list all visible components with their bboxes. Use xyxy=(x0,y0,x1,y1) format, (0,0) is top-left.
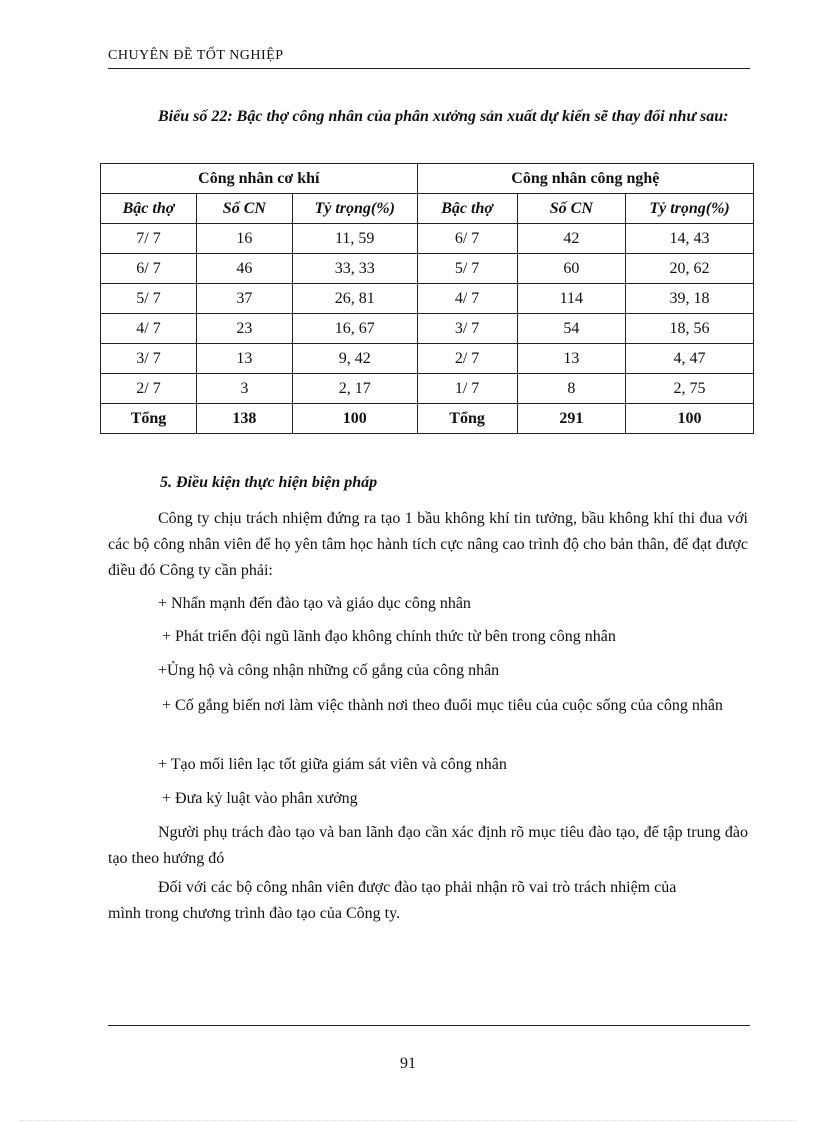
column-header: Tỷ trọng(%) xyxy=(626,194,754,224)
column-header: Bậc thợ xyxy=(417,194,517,224)
table-cell: 100 xyxy=(626,404,754,434)
table-cell: 3/ 7 xyxy=(101,344,197,374)
table-cell: 114 xyxy=(517,284,626,314)
bullet-item: + Đưa kỷ luật vào phân xưởng xyxy=(162,790,358,807)
table-cell: 5/ 7 xyxy=(417,254,517,284)
table-cell: 20, 62 xyxy=(626,254,754,284)
table-cell: Tổng xyxy=(101,404,197,434)
table-cell: 138 xyxy=(196,404,292,434)
column-header: Số CN xyxy=(196,194,292,224)
column-header: Tỷ trọng(%) xyxy=(292,194,417,224)
table-cell: 4/ 7 xyxy=(101,314,197,344)
table-cell: 16 xyxy=(196,224,292,254)
table-cell: 291 xyxy=(517,404,626,434)
table-row xyxy=(101,344,754,374)
column-header-row xyxy=(101,194,754,224)
table-cell: 7/ 7 xyxy=(101,224,197,254)
table-cell: 37 xyxy=(196,284,292,314)
section-title: 5. Điều kiện thực hiện biện pháp xyxy=(160,474,378,491)
table-cell: 42 xyxy=(517,224,626,254)
table-row xyxy=(101,284,754,314)
intro-paragraph: Công ty chịu trách nhiệm đứng ra tạo 1 bầu không khí tin tưởng, bầu không khí thi đua với các bộ công nhân viên để họ yên tâm học hành tích cực nâng cao trình độ cho bản thân, để đạt được điều đó Công ty cần phải: xyxy=(108,510,748,579)
table-row xyxy=(101,224,754,254)
table-cell: 2, 75 xyxy=(626,374,754,404)
table-cell: 14, 43 xyxy=(626,224,754,254)
table-cell: 2, 17 xyxy=(292,374,417,404)
column-header: Số CN xyxy=(517,194,626,224)
table-cell: 18, 56 xyxy=(626,314,754,344)
table-cell: 13 xyxy=(517,344,626,374)
group-header-technology: Công nhân công nghệ xyxy=(417,164,753,194)
table-cell: 23 xyxy=(196,314,292,344)
table-row xyxy=(101,314,754,344)
header-title: CHUYÊN ĐỀ TỐT NGHIỆP xyxy=(108,48,284,63)
bullet-item: + Tạo mối liên lạc tốt giữa giám sát viên và công nhân xyxy=(158,756,507,773)
bullet-item: + Cố gắng biến nơi làm việc thành nơi theo đuổi mục tiêu của cuộc sống của công nhân xyxy=(162,697,723,714)
table-cell: 100 xyxy=(292,404,417,434)
table-cell: 11, 59 xyxy=(292,224,417,254)
table-cell: 54 xyxy=(517,314,626,344)
paragraph: Đối với các bộ công nhân viên được đào tạo phải nhận rõ vai trò trách nhiệm của mình trong chương trình đào tạo của Công ty. xyxy=(108,879,677,922)
table-cell: 60 xyxy=(517,254,626,284)
table-cell: Tổng xyxy=(417,404,517,434)
page-number: 91 xyxy=(400,1055,416,1072)
bullet-item: +Ủng hộ và công nhận những cố gắng của công nhân xyxy=(158,662,500,679)
table-cell: 1/ 7 xyxy=(417,374,517,404)
table-cell: 2/ 7 xyxy=(101,374,197,404)
group-header-mechanical: Công nhân cơ khí xyxy=(101,164,418,194)
table-cell: 6/ 7 xyxy=(417,224,517,254)
page-edge-divider xyxy=(20,1120,796,1121)
table-cell: 8 xyxy=(517,374,626,404)
table-cell: 4/ 7 xyxy=(417,284,517,314)
table-cell: 26, 81 xyxy=(292,284,417,314)
table-row xyxy=(101,374,754,404)
worker-grade-table xyxy=(100,163,754,434)
total-row xyxy=(101,404,754,434)
footer-divider xyxy=(108,1025,750,1026)
table-cell: 3/ 7 xyxy=(417,314,517,344)
table-row xyxy=(101,254,754,284)
table-cell: 39, 18 xyxy=(626,284,754,314)
paragraph: Người phụ trách đào tạo và ban lãnh đạo cần xác định rõ mục tiêu đào tạo, để tập trung đào tạo theo hướng đó xyxy=(108,824,748,867)
bullet-item: + Nhấn mạnh đến đào tạo và giáo dục công nhân xyxy=(158,595,471,612)
table-cell: 6/ 7 xyxy=(101,254,197,284)
table-cell: 3 xyxy=(196,374,292,404)
table-cell: 16, 67 xyxy=(292,314,417,344)
table-cell: 5/ 7 xyxy=(101,284,197,314)
group-header-row xyxy=(101,164,754,194)
document-header xyxy=(108,48,750,69)
table-caption: Biểu số 22: Bậc thợ công nhân của phân xưởng sản xuất dự kiến sẽ thay đổi như sau: xyxy=(158,108,729,125)
column-header: Bậc thợ xyxy=(101,194,197,224)
table-cell: 46 xyxy=(196,254,292,284)
table-cell: 13 xyxy=(196,344,292,374)
table-cell: 4, 47 xyxy=(626,344,754,374)
table-cell: 9, 42 xyxy=(292,344,417,374)
bullet-item: + Phát triển đội ngũ lãnh đạo không chính thức từ bên trong công nhân xyxy=(162,628,616,645)
table-cell: 2/ 7 xyxy=(417,344,517,374)
table-cell: 33, 33 xyxy=(292,254,417,284)
